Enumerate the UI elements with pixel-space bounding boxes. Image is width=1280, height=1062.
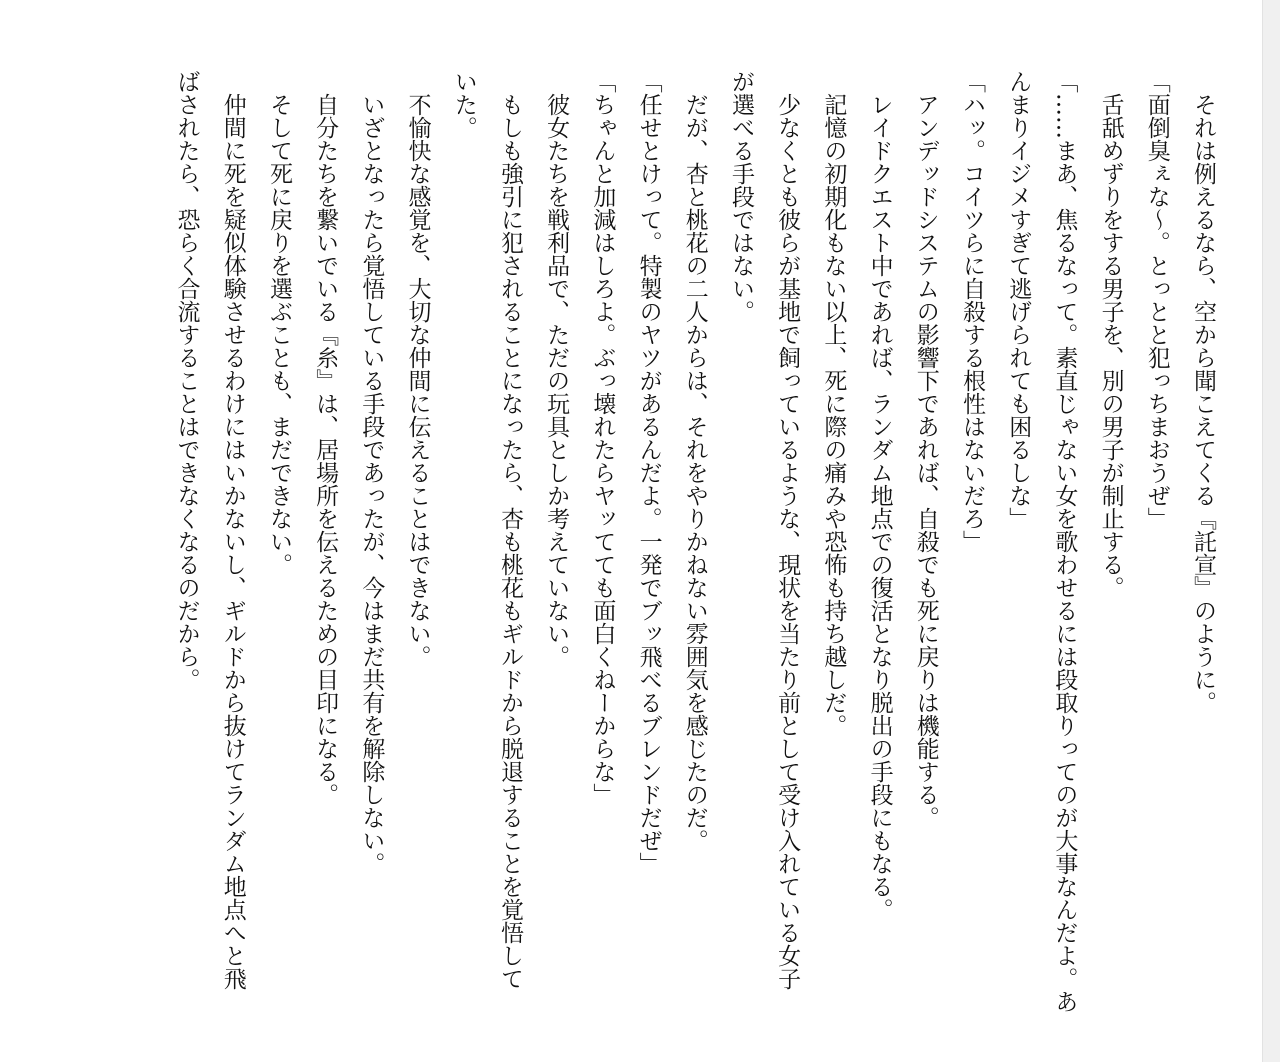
paragraph: 彼女たちを戦利品で、ただの玩具としか考えていない。 [543,70,570,668]
paragraph: 「……まあ、焦るなって。素直じゃない女を歌わせるには段取りってのが大事なんだよ。あ んまりイジメすぎて逃げられても困るしな」 [1005,70,1078,1013]
paragraph: 「面倒臭ぇな～。とっとと犯っちまおうぜ」 [1143,70,1170,530]
paragraph: 「任せとけって。特製のヤツがあるんだよ。一発でブッ飛べるブレンドだぜ」 [635,70,662,875]
paragraph: 舌舐めずりをする男子を、別の男子が制止する。 [1097,70,1124,599]
paragraph: そして死に戻りを選ぶことも、まだできない。 [265,70,292,576]
paragraph: 「ちゃんと加減はしろよ。ぶっ壊れたらヤッてても面白くねーからな」 [589,70,616,806]
vertical-text-body [163,70,1226,1020]
paragraph: レイドクエスト中であれば、ランダム地点での復活となり脱出の手段にもなる。 [866,70,893,921]
paragraph: 記憶の初期化もない以上、死に際の痛みや恐怖も持ち越しだ。 [820,70,847,737]
paragraph: 自分たちを繋いでいる『糸』は、居場所を伝えるための目印になる。 [312,70,339,806]
paragraph: それは例えるなら、空から聞こえてくる『託宣』のように。 [1190,70,1216,714]
paragraph: だが、杏と桃花の二人からは、それをやりかねない雰囲気を感じたのだ。 [681,70,708,852]
paragraph: 「ハッ。コイツらに自殺する根性はないだろ」 [958,70,985,553]
paragraph: 少なくとも彼らが基地で飼っているような、現状を当たり前として受け入れている女子 が選べる手段ではない。 [727,70,801,990]
paragraph: 仲間に死を疑似体験させるわけにはいかないし、ギルドから抜けてランダム地点へと飛 ばされたら、恐らく合流することはできなくなるのだから。 [173,70,246,990]
paragraph: もしも強引に犯されることになったら、杏も桃花もギルドから脱退することを覚悟して いた。 [450,70,523,990]
paragraph: いざとなったら覚悟している手段であったが、今はまだ共有を解除しない。 [358,70,385,875]
viewer-side-strip [1262,0,1280,1062]
paragraph: 不愉快な感覚を、大切な仲間に伝えることはできない。 [404,70,431,668]
paragraph: アンデッドシステムの影響下であれば、自殺でも死に戻りは機能する。 [912,70,939,829]
